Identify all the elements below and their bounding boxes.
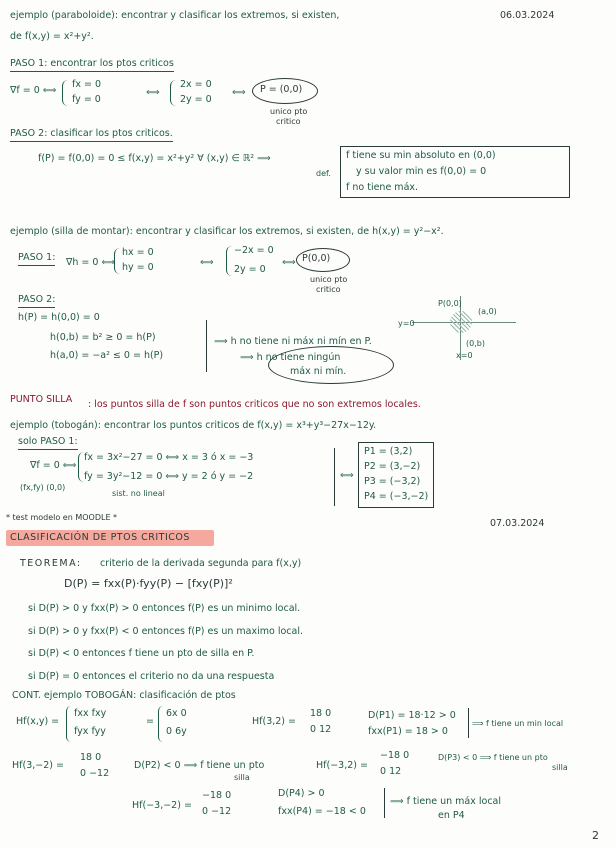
h1-concl: ⟹ f tiene un min local [472,719,564,728]
ex2-sys2-a: −2x = 0 [234,245,274,256]
ex2-concl-3: máx ni mín. [290,366,347,377]
matrix-bracket-1 [66,706,71,742]
ex1-result: P = (0,0) [260,84,303,95]
figure-down: (0,b) [466,339,485,348]
ex3-p2: P2 = (3,−2) [364,461,421,472]
hess-eq: = [146,716,154,727]
hess2-row-2: 0 6y [166,726,187,737]
bullet-3: si D(P) < 0 entonces f tiene un pto de silla en P. [28,648,255,659]
h2-label: Hf(3,−2) = [12,760,64,771]
h3-row-1: −18 0 [380,750,410,761]
ex3-p4: P4 = (−3,−2) [364,491,429,502]
h2-silla: silla [234,773,250,782]
ex2-line-3: h(a,0) = −a² ≤ 0 = h(P) [50,350,164,361]
h4-d: D(P4) > 0 [278,788,325,799]
bullet-1: si D(P) > 0 y fxx(P) > 0 entonces f(P) es un minimo local. [28,603,301,614]
ex2-result: P(0,0) [302,253,331,264]
figure-right: (a,0) [478,307,497,316]
h2-d: D(P2) < 0 ⟹ f tiene un pto [134,760,265,771]
ex2-concl-2: ⟹ h no tiene ningún [240,352,341,363]
ex3-title: ejemplo (tobogán): encontrar los puntos criticos de f(x,y) = x³+y³−27x−12y. [10,420,377,431]
ex1-note2: critico [276,117,301,126]
figure-hatch [450,311,472,333]
figure-y0: y=0 [398,319,415,328]
h1-d: D(P1) = 18·12 > 0 [368,710,456,721]
ex3-sub: (fx,fy) (0,0) [20,483,66,492]
page-number: 2 [592,829,599,842]
ex1-box-line-1: f tiene su min absoluto en (0,0) [346,150,496,161]
brace-3 [114,248,121,274]
ex2-iff2: ⟺ [282,257,296,268]
ex1-iff1: ⟺ [146,87,160,98]
h4-row-1: −18 0 [202,790,232,801]
d-formula: D(P) = fxx(P)·fyy(P) − [fxy(P)]² [64,577,233,590]
h1-row-1: 18 0 [310,708,332,719]
h1-row-2: 0 12 [310,724,332,735]
h4-concl: ⟹ f tiene un máx local [390,796,502,807]
h4-concl-2: en P4 [438,810,465,821]
h2-row-1: 18 0 [80,752,102,763]
h1-label: Hf(3,2) = [252,716,296,727]
ex1-sys1-b: fy = 0 [72,94,101,105]
figure-x0: x=0 [456,351,473,360]
ex3-p1: P1 = (3,2) [364,446,413,457]
h1-bar [468,708,469,738]
silla-text: : los puntos silla de f son puntos criticos que no son extremos locales. [88,399,421,410]
ex3-note: sist. no lineal [112,489,165,498]
ex3-gradient: ∇f = 0 ⟺ [30,460,77,471]
hess-row-2: fyx fyy [74,726,106,737]
bullet-2: si D(P) > 0 y fxx(P) < 0 entonces f(P) es un maximo local. [28,626,303,637]
h4-fxx: fxx(P4) = −18 < 0 [278,806,366,817]
ex2-line-1: h(P) = h(0,0) = 0 [18,312,100,323]
ex2-sys1-b: hy = 0 [122,262,154,273]
ex1-note: unico pto [270,107,308,116]
ex1-box-line-2: y su valor min es f(0,0) = 0 [356,166,487,177]
brace-2 [170,80,177,106]
h4-label: Hf(−3,−2) = [132,800,192,811]
ex3-paso1-label: solo PASO 1: [18,436,78,450]
teorema-label: TEOREMA: [20,558,82,569]
h3-d: D(P3) < 0 ⟹ f tiene un pto [438,753,548,762]
ex1-paso2-label: PASO 2: clasificar los ptos criticos. [10,128,173,142]
ex1-paso2-line: f(P) = f(0,0) = 0 ≤ f(x,y) = x²+y² ∀ (x,y) ∈ ℝ² ⟹ [38,153,271,164]
cont-title: CONT. ejemplo TOBOGÁN: clasificación de ptos [12,690,236,701]
ex1-gradient: ∇f = 0 ⟺ [10,85,57,96]
ex1-box-line-3: f no tiene máx. [346,182,419,193]
ex2-concl-oval [268,346,394,384]
ex2-sys1-a: hx = 0 [122,247,154,258]
date-1: 06.03.2024 [500,10,555,21]
ex2-concl-1: ⟹ h no tiene ni máx ni mín en P. [214,336,372,347]
ex3-iff: ⟺ [340,470,354,481]
ex3-p3: P3 = (−3,2) [364,476,421,487]
ex1-def: def. [316,169,331,178]
bullet-4: si D(P) = 0 entonces el criterio no da una respuesta [28,671,275,682]
ex3-line-2: fy = 3y²−12 = 0 ⟺ y = 2 ó y = −2 [84,471,254,482]
brace-4 [226,246,233,276]
silla-label: PUNTO SILLA [10,394,73,405]
ex2-title: ejemplo (silla de montar): encontrar y clasificar los extremos, si existen, de h(x,y) = y²−x². [10,226,444,237]
ex1-title: ejemplo (paraboloide): encontrar y clasificar los extremos, si existen, [10,10,340,21]
moodle-note: * test modelo en MOODLE * [6,513,118,522]
ex1-function: de f(x,y) = x²+y². [10,31,94,42]
h3-row-2: 0 12 [380,766,402,777]
teorema-text: criterio de la derivada segunda para f(x,y) [100,558,302,569]
ex1-sys2-a: 2x = 0 [180,79,212,90]
ex3-line-1: fx = 3x²−27 = 0 ⟺ x = 3 ó x = −3 [84,452,254,463]
matrix-bracket-2 [158,706,163,742]
hess-label: Hf(x,y) = [16,716,60,727]
hess2-row-1: 6x 0 [166,708,187,719]
ex2-sys2-b: 2y = 0 [234,264,266,275]
ex2-line-2: h(0,b) = b² ≥ 0 = h(P) [50,332,156,343]
ex1-paso1-label: PASO 1: encontrar los ptos criticos [10,58,174,72]
h2-row-2: 0 −12 [80,768,110,779]
ex2-paso2-label: PASO 2: [18,294,55,308]
ex1-iff2: ⟺ [232,87,246,98]
ex2-paso1-label: PASO 1: [18,252,55,266]
ex3-bar [334,448,335,506]
brace-1 [62,80,69,106]
figure-p: P(0,0) [438,299,462,308]
ex2-note2: critico [316,285,341,294]
h1-fxx: fxx(P1) = 18 > 0 [368,726,448,737]
ex2-note: unico pto [310,275,348,284]
h4-row-2: 0 −12 [202,806,232,817]
ex1-sys2-b: 2y = 0 [180,94,212,105]
h3-silla: silla [552,763,568,772]
date-2: 07.03.2024 [490,518,545,529]
h4-bar [384,788,385,818]
ex2-gradient: ∇h = 0 ⟺ [66,257,116,268]
h3-label: Hf(−3,2) = [316,760,368,771]
ex2-bar [206,320,207,372]
hess-row-1: fxx fxy [74,708,107,719]
ex1-sys1-a: fx = 0 [72,79,102,90]
ex2-iff1: ⟺ [200,257,214,268]
clasif-heading: CLASIFICACIÓN DE PTOS CRITICOS [10,532,190,543]
